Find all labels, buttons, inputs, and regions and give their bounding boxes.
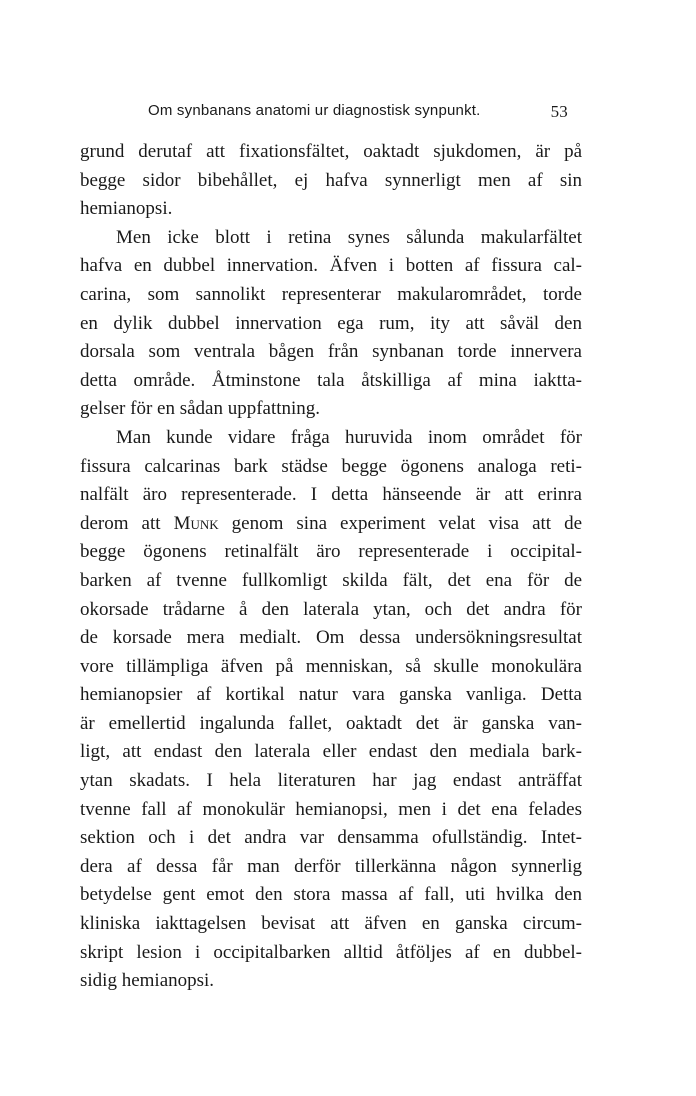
munk-line-after: genom sina experiment velat visa att de <box>218 512 583 534</box>
text-line-munk <box>80 510 582 539</box>
text-line: carina, som sannolikt representerar makularområdet, torde <box>80 283 582 305</box>
text-line: Man kunde vidare fråga huruvida inom området för <box>116 426 582 448</box>
author-name: Munk <box>173 512 219 534</box>
text-line: är emellertid ingalunda fallet, oaktadt det är ganska van- <box>80 712 582 734</box>
text-line: hafva en dubbel innervation. Äfven i botten af fissura cal- <box>80 255 582 277</box>
text-line: dorsala som ventrala bågen från synbanan torde innervera <box>80 341 582 363</box>
body-text <box>80 138 582 996</box>
text-line: sidig hemianopsi. <box>80 970 215 992</box>
text-line: ligt, att endast den laterala eller endast den mediala bark- <box>80 741 582 763</box>
text-line: hemianopsier af kortikal natur vara ganska vanliga. Detta <box>80 684 582 706</box>
text-line: betydelse gent emot den stora massa af fall, uti hvilka den <box>80 884 582 906</box>
text-line: skript lesion i occipitalbarken alltid åtföljes af en dubbel- <box>80 941 582 963</box>
munk-line-before: derom att <box>80 512 174 534</box>
text-line: nalfält äro representerade. I detta hänseende är att erinra <box>80 484 582 506</box>
text-line: ytan skadats. I hela literaturen har jag endast anträffat <box>80 770 582 792</box>
running-title: Om synbanans anatomi ur diagnostisk synpunkt. <box>148 102 481 119</box>
text-line: begge ögonens retinalfält äro representerade i occipital- <box>80 541 582 563</box>
text-line: en dylik dubbel innervation ega rum, ity att såväl den <box>80 312 582 334</box>
text-line: hemianopsi. <box>80 198 173 220</box>
text-line: de korsade mera medialt. Om dessa undersökningsresultat <box>80 627 582 649</box>
page-number: 53 <box>550 102 568 121</box>
text-line: sektion och i det andra var densamma ofullständig. Intet- <box>80 827 582 849</box>
text-line: begge sidor bibehållet, ej hafva synnerligt men af sin <box>80 169 582 191</box>
text-line: Men icke blott i retina synes sålunda makularfältet <box>116 226 582 248</box>
text-line: fissura calcarinas bark städse begge ögonens analoga reti- <box>80 455 582 477</box>
text-line: dera af dessa får man derför tillerkänna någon synnerlig <box>80 855 582 877</box>
text-line: gelser för en sådan uppfattning. <box>80 398 321 420</box>
text-line: tvenne fall af monokulär hemianopsi, men i det ena felades <box>80 798 582 820</box>
text-line: kliniska iakttagelsen bevisat att äfven en ganska circum- <box>80 913 582 935</box>
text-line: vore tillämpliga äfven på menniskan, så skulle monokulära <box>80 655 582 677</box>
text-line: barken af tvenne fullkomligt skilda fält, det ena för de <box>80 569 582 591</box>
running-head <box>148 102 568 126</box>
text-line: detta område. Åtminstone tala åtskilliga af mina iaktta- <box>80 369 582 391</box>
text-line: okorsade trådarne å den laterala ytan, och det andra för <box>80 598 582 620</box>
text-line: grund derutaf att fixationsfältet, oaktadt sjukdomen, är på <box>80 141 582 162</box>
